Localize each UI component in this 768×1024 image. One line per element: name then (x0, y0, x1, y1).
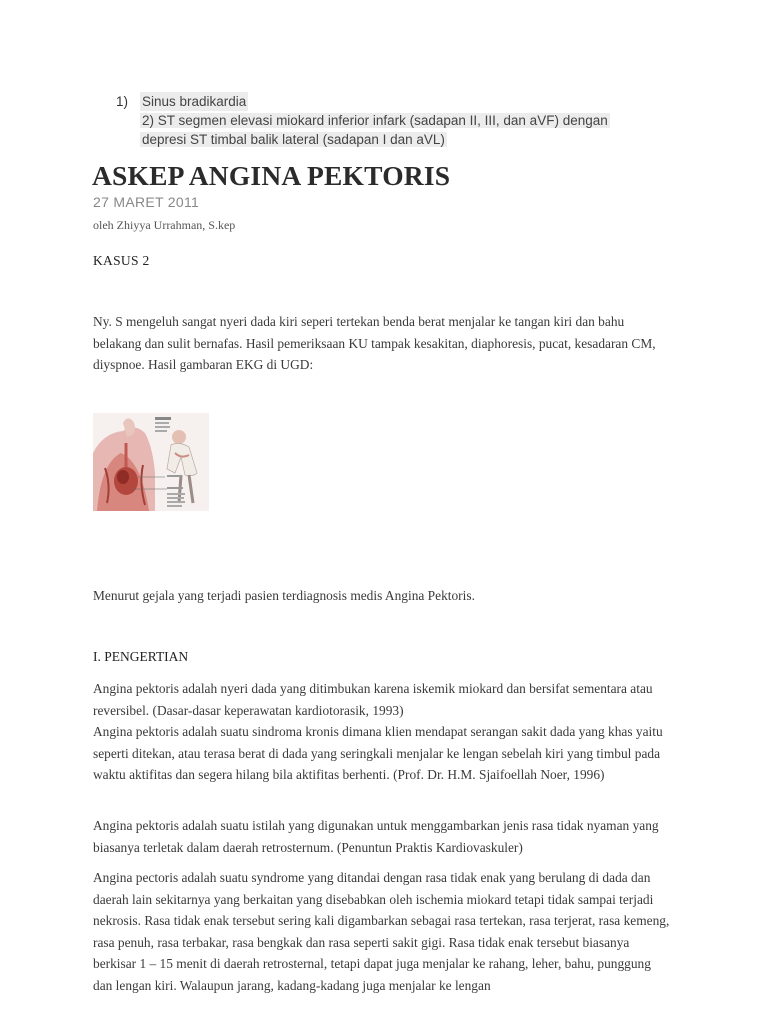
article-date: 27 MARET 2011 (93, 194, 200, 210)
list-item-text: Sinus bradikardia (142, 94, 247, 109)
angina-illustration (93, 413, 209, 511)
list-item-text: depresi ST timbal balik lateral (sadapan I dan aVL) (142, 132, 445, 147)
diagnosis-text: Menurut gejala yang terjadi pasien terdiagnosis medis Angina Pektoris. (93, 588, 475, 603)
case-description: Ny. S mengeluh sangat nyeri dada kiri seperi tertekan benda berat menjalar ke tangan kiri dan bahu belakang dan sulit bernafas. Hasil pemeriksaan KU tampak kesakitan, diaphoresis, pucat, kesadaran CM, diyspnoe. Hasil gambaran EKG di UGD: (93, 314, 656, 372)
definition-paragraph: Angina pectoris adalah suatu syndrome yang ditandai dengan rasa tidak enak yang berulang di dada dan daerah lain sekitarnya yang berkaitan yang disebabkan oleh ischemia miokard tetapi tidak sampai terjadi nekrosis. Rasa tidak enak tersebut sering kali digambarkan sebagai rasa tertekan, rasa terjerat, rasa kemeng, rasa penuh, rasa terbakar, rasa bengkak dan rasa seperti sakit gigi. Rasa tidak enak tersebut biasanya berkisar 1 – 15 menit di daerah retrosternal, tetapi dapat juga menjalar ke rahang, leher, bahu, punggung dan lengan kiri. Walaupun jarang, kadang-kadang juga menjalar ke lengan (93, 870, 670, 993)
list-item-text: 2) ST segmen elevasi miokard inferior infark (sadapan II, III, dan aVF) dengan (142, 113, 608, 128)
definition-text: Angina pektoris adalah suatu sindroma kronis dimana klien mendapat serangan sakit dada yang khas yaitu seperti ditekan, atau terasa berat di dada yang seringkali menjalar ke lengan sebelah kiri yang timbul pada waktu aktifitas dan segera hilang bila aktifitas berhenti. (Prof. Dr. H.M. Sjaifoellah Noer, 1996) (93, 724, 663, 782)
ecg-findings-list (116, 92, 676, 149)
definition-paragraph: Angina pektoris adalah suatu istilah yang digunakan untuk menggambarkan jenis rasa tidak nyaman yang biasanya terletak dalam daerah retrosternum. (Penuntun Praktis Kardiovaskuler) (93, 818, 659, 855)
definition-text: Angina pektoris adalah nyeri dada yang ditimbukan karena iskemik miokard dan bersifat sementara atau reversibel. (Dasar-dasar keperawatan kardiotorasik, 1993) (93, 681, 653, 718)
section-heading: I. PENGERTIAN (93, 649, 189, 664)
list-number: 1) (116, 94, 129, 109)
article-author: oleh Zhiyya Urrahman, S.kep (93, 218, 236, 232)
list-item (116, 92, 676, 111)
article-title: ASKEP ANGINA PEKTORIS (92, 160, 451, 191)
case-label: KASUS 2 (93, 253, 150, 268)
definition-paragraph (93, 678, 673, 786)
list-item (116, 111, 676, 149)
